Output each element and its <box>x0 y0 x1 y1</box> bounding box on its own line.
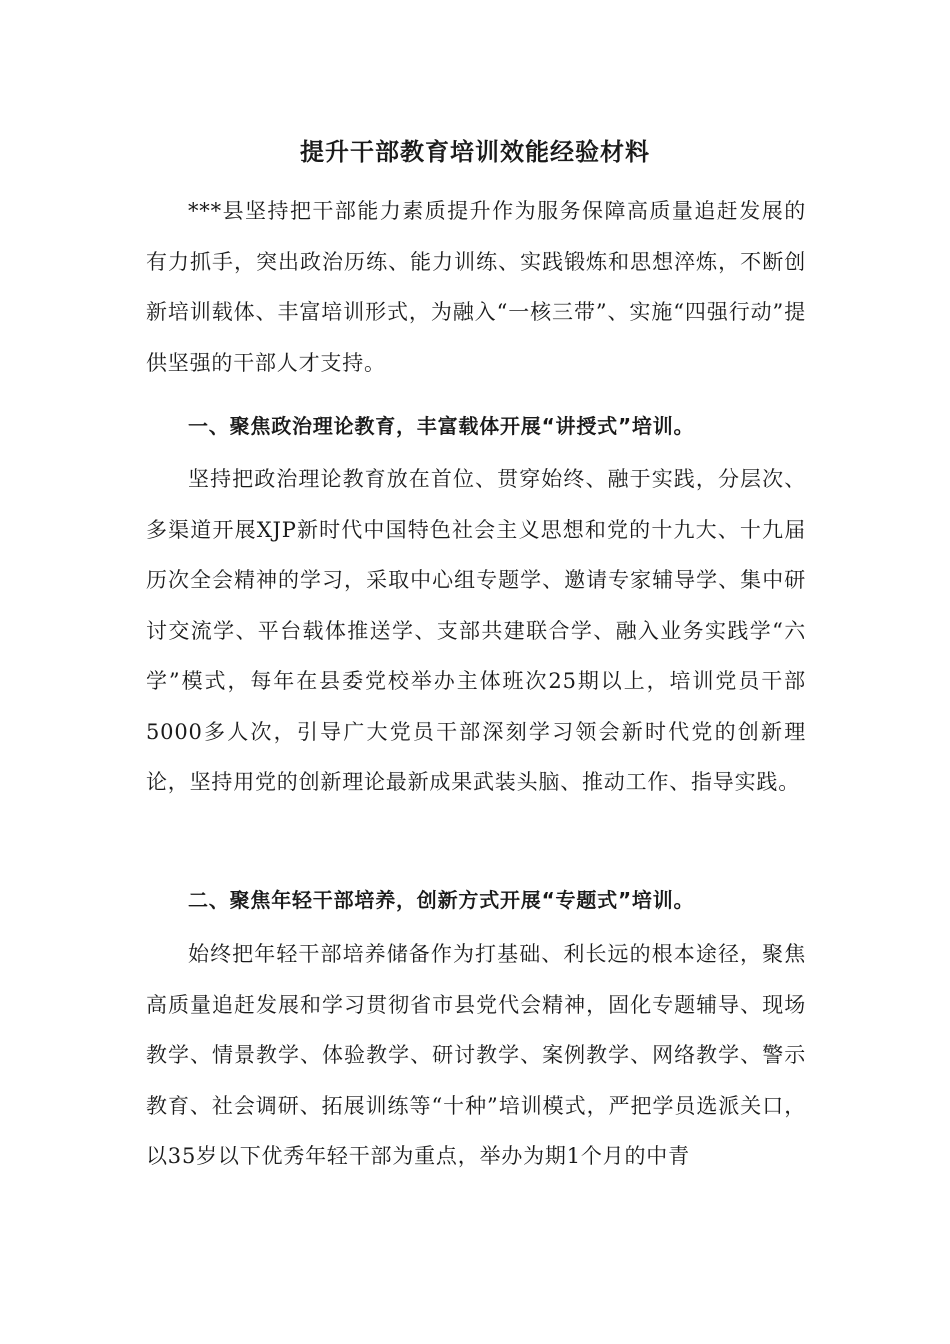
intro-paragraph: ***县坚持把干部能力素质提升作为服务保障高质量追赶发展的有力抓手，突出政治历练、能力训练、实践锻炼和思想淬炼，不断创新培训载体、丰富培训形式，为融入“一核三带”、实施“四强行动”提供坚强的干部人才支持。 <box>146 199 806 375</box>
section-1-paragraph: 坚持把政治理论教育放在首位、贯穿始终、融于实践，分层次、多渠道开展XJP新时代中国特色社会主义思想和党的十九大、十九届历次全会精神的学习，采取中心组专题学、邀请专家辅导学、集中研讨交流学、平台载体推送学、支部共建联合学、融入业务实践学“六学”模式，每年在县委党校举办主体班次25期以上，培训党员干部5000多人次，引导广大党员干部深刻学习领会新时代党的创新理论，坚持用党的创新理论最新成果武装头脑、推动工作、指导实践。 <box>146 467 806 794</box>
section-2-paragraph: 始终把年轻干部培养储备作为打基础、利长远的根本途径，聚焦高质量追赶发展和学习贯彻省市县党代会精神，固化专题辅导、现场教学、情景教学、体验教学、研讨教学、案例教学、网络教学、警示教育、社会调研、拓展训练等“十种”培训模式，严把学员选派关口，以35岁以下优秀年轻干部为重点，举办为期1个月的中青 <box>146 942 806 1168</box>
section-1-heading: 一、聚焦政治理论教育，丰富载体开展“讲授式”培训。 <box>188 414 695 438</box>
document-title: 提升干部教育培训效能经验材料 <box>300 138 650 166</box>
section-2-heading: 二、聚焦年轻干部培养，创新方式开展“专题式”培训。 <box>188 888 695 912</box>
